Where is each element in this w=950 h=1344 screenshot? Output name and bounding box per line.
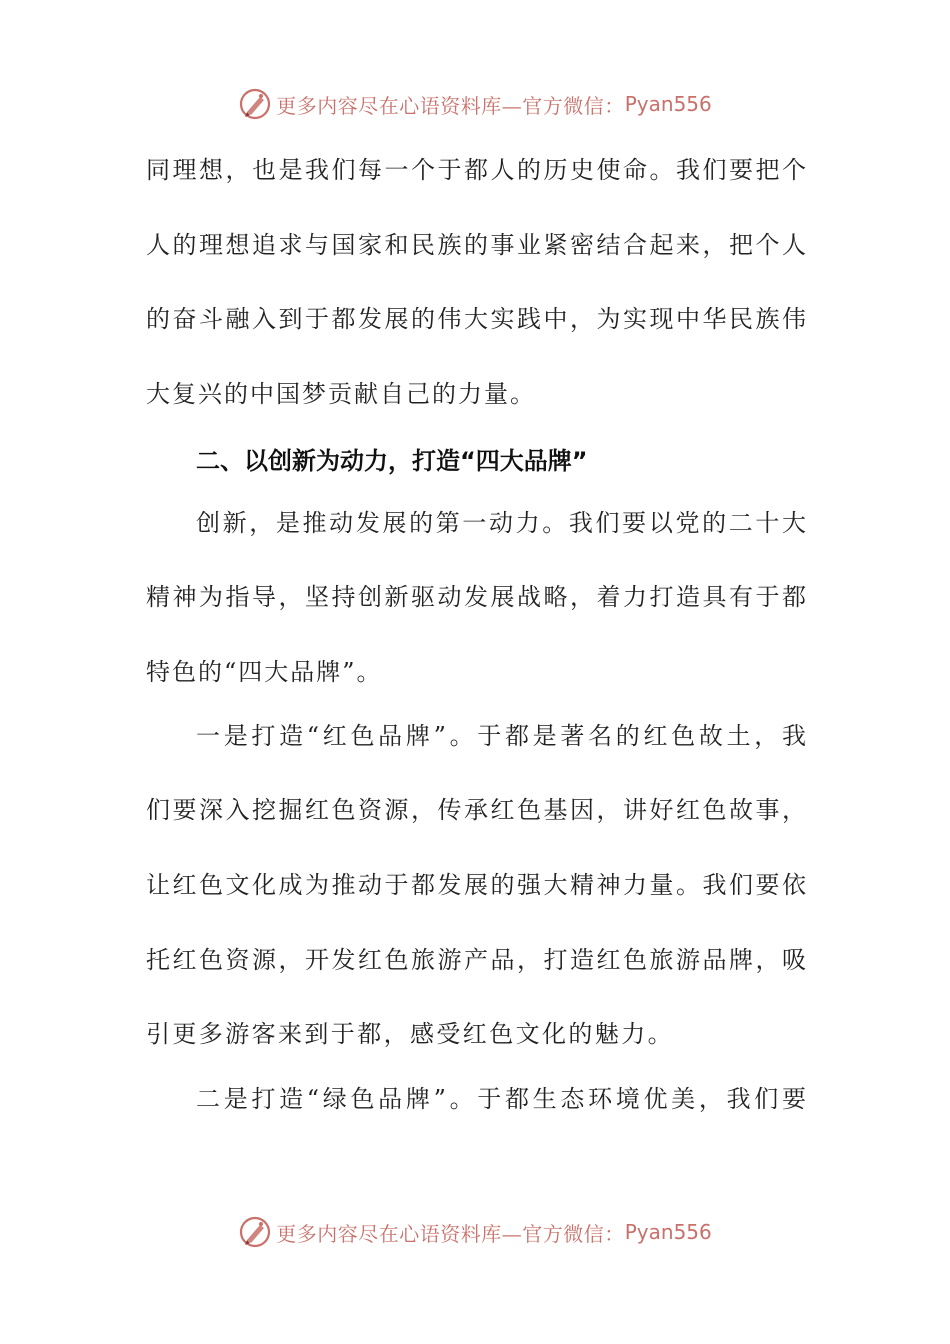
text-line: 让红色文化成为推动于都发展的强大精神力量。我们要依 (146, 871, 806, 899)
text-line: 一是打造“红色品牌”。于都是著名的红色故土，我 (196, 722, 806, 750)
watermark-text: 更多内容尽在心语资料库—官方微信： (276, 1221, 625, 1246)
text-line: 托红色资源，开发红色旅游产品，打造红色旅游品牌，吸 (146, 946, 806, 974)
text-line: 引更多游客来到于都，感受红色文化的魅力。 (146, 1020, 674, 1048)
pen-logo-icon (238, 1215, 272, 1249)
footer-watermark (0, 1212, 950, 1252)
text-line: 特色的“四大品牌”。 (146, 658, 383, 686)
header-watermark (0, 84, 950, 124)
watermark-wechat-id: Pyan556 (624, 1220, 712, 1244)
text-line: 们要深入挖掘红色资源，传承红色基因，讲好红色故事， (146, 796, 806, 824)
section-heading: 二、以创新为动力，打造“四大品牌” (196, 447, 588, 475)
text-line: 精神为指导，坚持创新驱动发展战略，着力打造具有于都 (146, 583, 806, 611)
watermark-text: 更多内容尽在心语资料库—官方微信： (276, 93, 625, 118)
pen-logo-icon (238, 87, 272, 121)
text-line: 同理想，也是我们每一个于都人的历史使命。我们要把个 (146, 156, 806, 184)
watermark-wechat-id: Pyan556 (624, 92, 712, 116)
text-line: 的奋斗融入到于都发展的伟大实践中，为实现中华民族伟 (146, 305, 806, 333)
text-line: 创新，是推动发展的第一动力。我们要以党的二十大 (196, 509, 806, 537)
text-line: 二是打造“绿色品牌”。于都生态环境优美，我们要 (196, 1085, 806, 1113)
text-line: 大复兴的中国梦贡献自己的力量。 (146, 380, 536, 408)
text-line: 人的理想追求与国家和民族的事业紧密结合起来，把个人 (146, 231, 806, 259)
